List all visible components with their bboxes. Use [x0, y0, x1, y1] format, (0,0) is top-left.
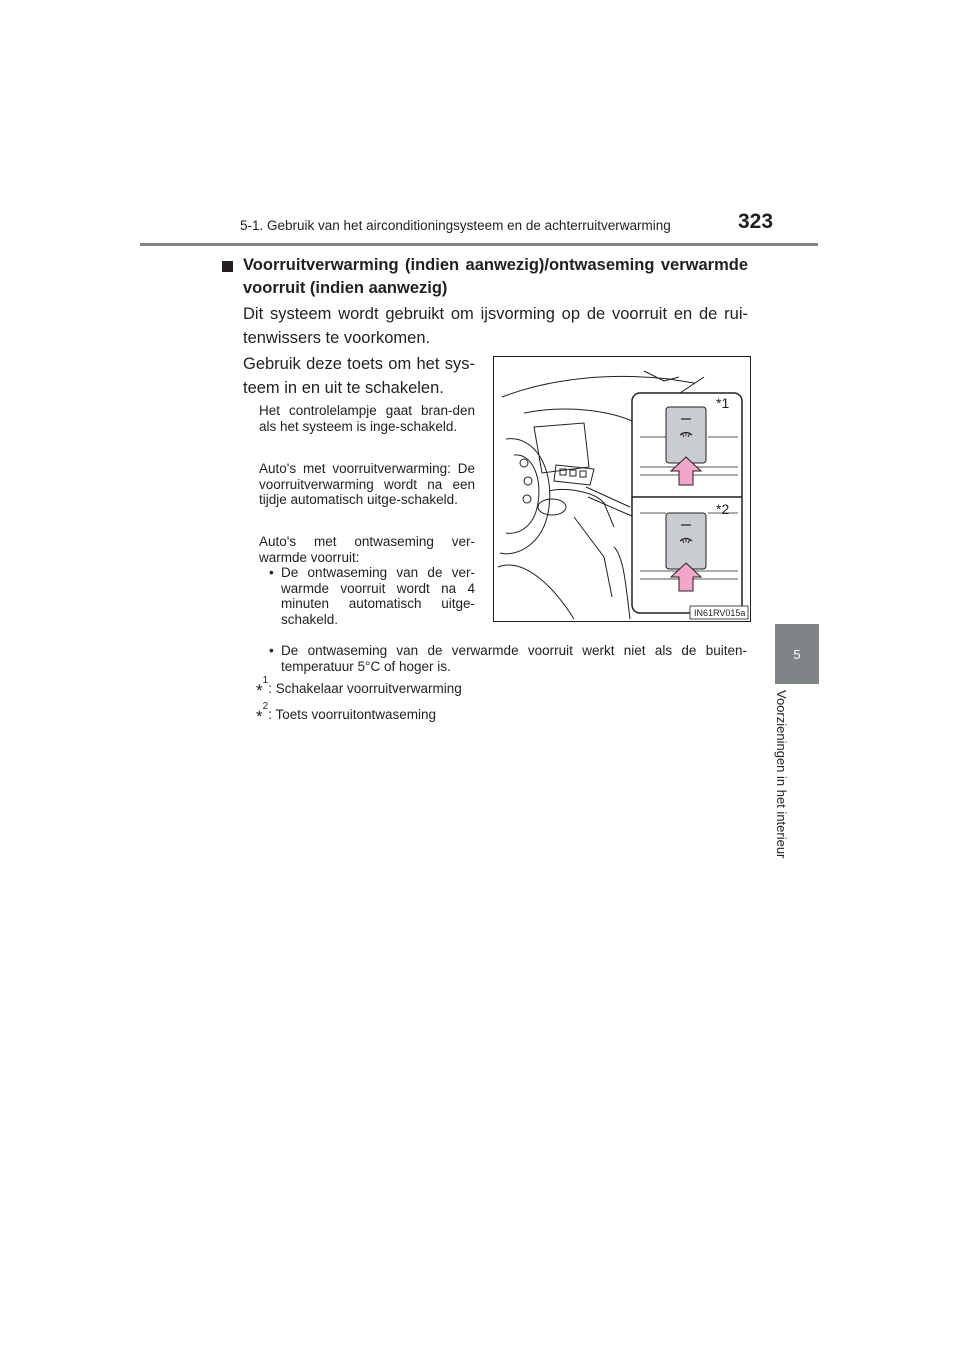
footnote-text: : Toets voorruitontwaseming [268, 707, 437, 722]
seat-left [498, 565, 574, 619]
dashboard-drawing [494, 357, 750, 621]
illustration-code: IN61RV015a [694, 608, 746, 618]
usage-paragraph: Gebruik deze toets om het sys-teem in en uit te schakelen. [243, 355, 475, 397]
footnote-2 [256, 700, 437, 726]
dial-3 [523, 495, 531, 503]
seat-right [614, 547, 630, 619]
section-bullet-square [222, 261, 233, 272]
chapter-tab [775, 624, 819, 684]
footnote-star: * [256, 707, 263, 726]
footnote-number: 1 [262, 674, 269, 686]
chapter-number: 5 [793, 646, 801, 662]
footnote-star: * [256, 681, 263, 700]
callout-1: *1 [716, 395, 730, 411]
footnote-number: 2 [262, 700, 269, 712]
dashboard-illustration [493, 356, 751, 622]
note-heated-windshield: Auto's met voorruitverwarming: De voorruitverwarming wordt na een tijdje automatisch uitge-schakeld. [259, 461, 475, 507]
note-defogger: Auto's met ontwaseming ver-warmde voorruit: [259, 534, 475, 565]
steering-wheel-outer [500, 439, 550, 554]
header-rule [140, 243, 818, 246]
footnote-text: : Schakelaar voorruitverwarming [268, 681, 462, 696]
running-header: 5-1. Gebruik van het airconditioningsysteem en de achterruitverwarming [240, 218, 671, 233]
note-indicator: Het controlelampje gaat bran-den als het systeem is inge-schakeld. [259, 403, 475, 434]
bullet-item [269, 565, 475, 627]
section-heading: Voorruitverwarming (indien aanwezig)/ontwaseming verwarmde voorruit (indien aanwezig) [243, 256, 748, 297]
chapter-side-title [774, 690, 809, 910]
bullet-text: De ontwaseming van de ver-warmde voorruit wordt na 4 minuten automatisch uitge-schakeld. [281, 565, 475, 627]
bullet-item [269, 643, 747, 674]
intro-paragraph: Dit systeem wordt gebruikt om ijsvorming op de voorruit en de rui-tenwissers te voorkomen. [243, 305, 748, 347]
gear-shift [574, 517, 612, 597]
dial-1 [520, 459, 528, 467]
cup-holder [538, 499, 566, 515]
bullet-dot: • [269, 565, 274, 580]
chapter-title: Voorzieningen in het interieur [774, 690, 789, 859]
bullet-text: De ontwaseming van de verwarmde voorruit werkt niet als de buiten-temperatuur 5°C of hoger is. [281, 643, 747, 674]
footnote-1 [256, 674, 462, 700]
bullet-dot: • [269, 643, 274, 658]
page-number: 323 [738, 210, 774, 233]
leader-lines [586, 487, 634, 517]
callout-2: *2 [716, 501, 730, 517]
dial-2 [524, 477, 532, 485]
